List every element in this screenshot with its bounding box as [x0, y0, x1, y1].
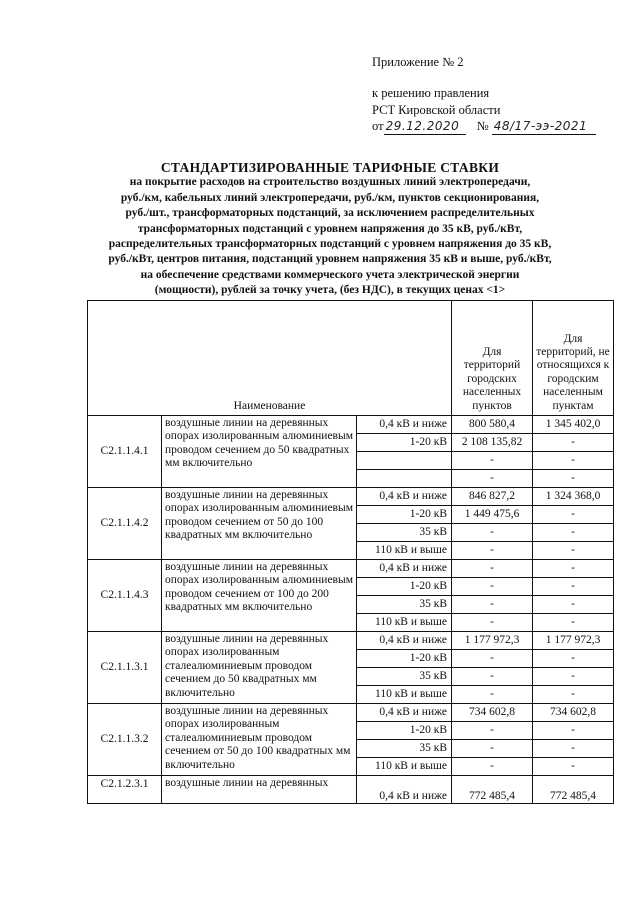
nonurban-value: 772 485,4 — [533, 776, 614, 804]
urban-value: - — [452, 668, 533, 686]
nonurban-value: - — [533, 470, 614, 488]
voltage-cell: 35 кВ — [357, 524, 452, 542]
row-code: С2.1.1.4.1 — [88, 416, 162, 488]
voltage-cell: 35 кВ — [357, 596, 452, 614]
urban-value: - — [452, 560, 533, 578]
row-name: воздушные линии на деревянных опорах изолированным алюминиевым проводом сечением от 100 до 200 квадратных мм включительно — [162, 560, 357, 632]
number-prefix: № — [476, 119, 489, 133]
voltage-cell: 1-20 кВ — [357, 578, 452, 596]
voltage-cell: 1-20 кВ — [357, 434, 452, 452]
title-line: трансформаторных подстанций с уровнем напряжения до 35 кВ, руб./кВт, — [137, 222, 523, 235]
title-main: СТАНДАРТИЗИРОВАННЫЕ ТАРИФНЫЕ СТАВКИ — [160, 160, 500, 175]
urban-value: 2 108 135,82 — [452, 434, 533, 452]
urban-value: - — [452, 596, 533, 614]
row-name: воздушные линии на деревянных — [162, 776, 357, 804]
voltage-cell: 1-20 кВ — [357, 650, 452, 668]
row-name: воздушные линии на деревянных опорах изолированным сталеалюминиевым проводом сечением до 50 квадратных мм включительно — [162, 632, 357, 704]
title-line: руб./км, кабельных линий электропередачи, руб./км, пунктов секционирования, — [120, 191, 540, 204]
nonurban-value: - — [533, 434, 614, 452]
urban-value: 1 449 475,6 — [452, 506, 533, 524]
row-name: воздушные линии на деревянных опорах изолированным алюминиевым проводом сечением от 50 до 100 квадратных мм включительно — [162, 488, 357, 560]
nonurban-value: - — [533, 614, 614, 632]
tariff-table — [87, 300, 614, 804]
nonurban-value: 734 602,8 — [533, 704, 614, 722]
appendix-label: Приложение № 2 — [372, 55, 464, 69]
voltage-cell: 35 кВ — [357, 740, 452, 758]
handwritten-number: 48/17-ээ-2021 — [492, 119, 596, 135]
voltage-cell: 0,4 кВ и ниже — [357, 416, 452, 434]
nonurban-value: - — [533, 596, 614, 614]
table-row — [88, 704, 614, 722]
title-line: на покрытие расходов на строительство воздушных линий электропередачи, — [129, 176, 531, 189]
voltage-cell: 0,4 кВ и ниже — [357, 632, 452, 650]
title-line: на обеспечение средствами коммерческого учета электрической энергии — [140, 268, 520, 281]
voltage-cell: 110 кВ и выше — [357, 542, 452, 560]
urban-value: - — [452, 470, 533, 488]
nonurban-value: - — [533, 578, 614, 596]
nonurban-value: - — [533, 668, 614, 686]
urban-value: 846 827,2 — [452, 488, 533, 506]
voltage-cell: 0,4 кВ и ниже — [357, 488, 452, 506]
urban-value: - — [452, 650, 533, 668]
voltage-cell: 110 кВ и выше — [357, 758, 452, 776]
voltage-cell: 110 кВ и выше — [357, 614, 452, 632]
nonurban-value: - — [533, 740, 614, 758]
row-code: С2.1.1.4.2 — [88, 488, 162, 560]
nonurban-value: - — [533, 686, 614, 704]
urban-value: - — [452, 758, 533, 776]
nonurban-value: 1 177 972,3 — [533, 632, 614, 650]
title-line: распределительных трансформаторных подстанций с уровнем напряжения до 35 кВ, — [108, 238, 552, 251]
title-line: руб./шт., трансформаторных подстанций, за исключением распределительных — [125, 207, 535, 220]
decision-line-1: к решению правления — [372, 86, 490, 100]
nonurban-value: - — [533, 542, 614, 560]
voltage-cell: 1-20 кВ — [357, 722, 452, 740]
table-row — [88, 632, 614, 650]
nonurban-value: - — [533, 758, 614, 776]
nonurban-value: - — [533, 452, 614, 470]
urban-value: - — [452, 578, 533, 596]
urban-value: - — [452, 722, 533, 740]
urban-value: - — [452, 614, 533, 632]
voltage-cell — [357, 452, 452, 470]
table-row — [88, 488, 614, 506]
nonurban-value: - — [533, 650, 614, 668]
date-prefix: от — [372, 119, 384, 133]
urban-value: - — [452, 524, 533, 542]
voltage-cell: 0,4 кВ и ниже — [357, 560, 452, 578]
header-nonurban: Для территорий, не относящихся к городским населенным пунктам — [533, 301, 614, 416]
row-code: С2.1.2.3.1 — [88, 776, 162, 804]
voltage-cell: 0,4 кВ и ниже — [357, 776, 452, 804]
table-row — [88, 776, 614, 804]
urban-value: 772 485,4 — [452, 776, 533, 804]
urban-value: - — [452, 542, 533, 560]
title-line: руб./кВт, центров питания, подстанций уровнем напряжения 35 кВ и выше, руб./кВт, — [108, 253, 552, 266]
document-title — [80, 160, 580, 299]
voltage-cell: 0,4 кВ и ниже — [357, 704, 452, 722]
row-code: С2.1.1.3.1 — [88, 632, 162, 704]
handwritten-date: 29.12.2020 — [384, 119, 466, 135]
voltage-cell: 1-20 кВ — [357, 506, 452, 524]
voltage-cell: 35 кВ — [357, 668, 452, 686]
table-row — [88, 560, 614, 578]
title-line: (мощности), рублей за точку учета, (без НДС), в текущих ценах <1> — [154, 284, 506, 297]
nonurban-value: 1 324 368,0 — [533, 488, 614, 506]
row-code: С2.1.1.4.3 — [88, 560, 162, 632]
urban-value: 1 177 972,3 — [452, 632, 533, 650]
nonurban-value: 1 345 402,0 — [533, 416, 614, 434]
row-code: С2.1.1.3.2 — [88, 704, 162, 776]
urban-value: - — [452, 686, 533, 704]
urban-value: 800 580,4 — [452, 416, 533, 434]
urban-value: - — [452, 740, 533, 758]
nonurban-value: - — [533, 560, 614, 578]
nonurban-value: - — [533, 506, 614, 524]
row-name: воздушные линии на деревянных опорах изолированным алюминиевым проводом сечением до 50 квадратных мм включительно — [162, 416, 357, 488]
voltage-cell: 110 кВ и выше — [357, 686, 452, 704]
nonurban-value: - — [533, 524, 614, 542]
voltage-cell — [357, 470, 452, 488]
header-name: Наименование — [88, 301, 452, 416]
urban-value: - — [452, 452, 533, 470]
table-row — [88, 416, 614, 434]
header-urban: Для территорий городских населенных пунктов — [452, 301, 533, 416]
row-name: воздушные линии на деревянных опорах изолированным сталеалюминиевым проводом сечением от 50 до 100 квадратных мм включительно — [162, 704, 357, 776]
decision-date-line — [372, 119, 596, 135]
nonurban-value: - — [533, 722, 614, 740]
decision-line-2: РСТ Кировской области — [372, 103, 501, 117]
urban-value: 734 602,8 — [452, 704, 533, 722]
